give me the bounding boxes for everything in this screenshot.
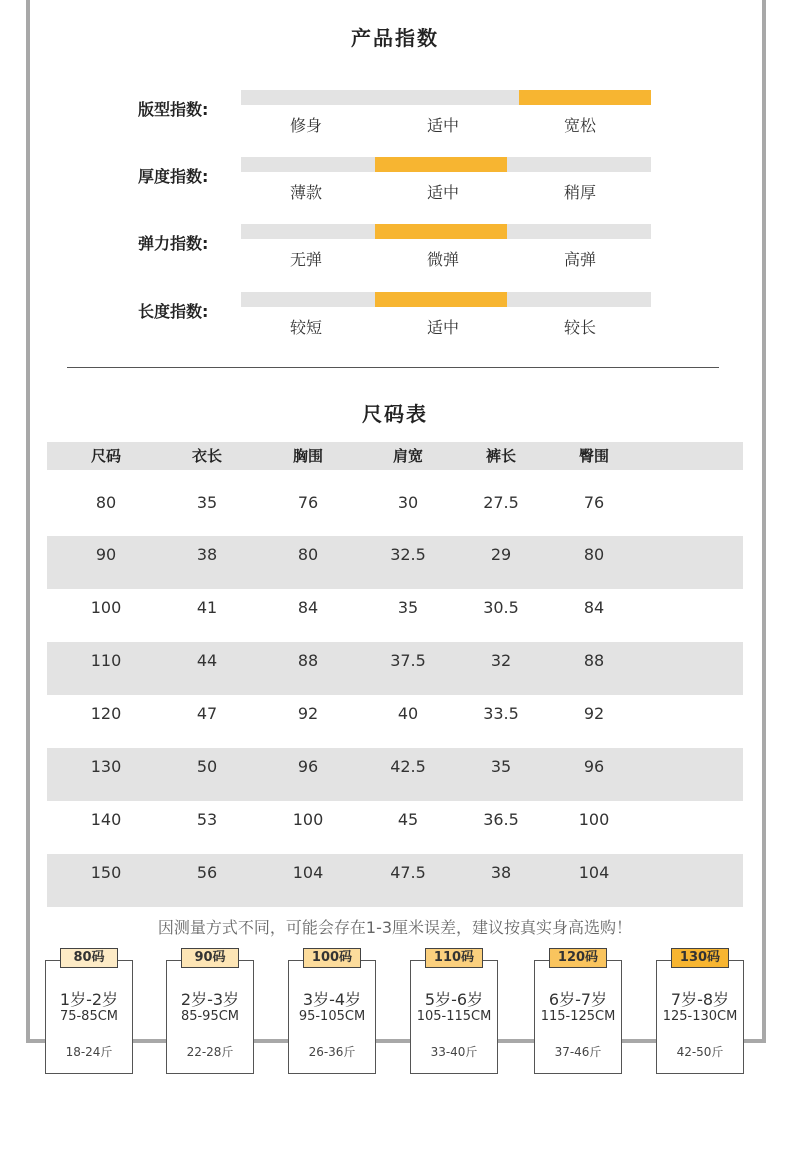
table-cell: 33.5 [483, 704, 519, 723]
size-card [534, 960, 622, 1074]
table-cell: 76 [583, 493, 605, 512]
table-cell: 104 [578, 863, 610, 882]
table-cell: 92 [583, 704, 605, 723]
table-cell: 35 [196, 493, 218, 512]
table-cell: 96 [297, 757, 319, 776]
index-active-segment [519, 90, 651, 105]
table-cell: 100 [90, 598, 122, 617]
card-age: 2岁-3岁 [180, 990, 240, 1009]
size-tag: 90码 [181, 948, 239, 968]
index-option: 适中 [426, 318, 459, 337]
table-header-row [47, 442, 743, 470]
table-cell: 40 [397, 704, 419, 723]
index-option: 薄款 [289, 183, 322, 202]
index-option: 适中 [426, 183, 459, 202]
size-card [166, 960, 254, 1074]
table-row [47, 589, 743, 642]
table-cell: 47.5 [390, 863, 426, 882]
card-weight: 37-46斤 [554, 1045, 602, 1059]
index-option: 较短 [289, 318, 322, 337]
size-tag: 130码 [671, 948, 729, 968]
index-option: 修身 [289, 116, 322, 135]
size-tag: 80码 [60, 948, 118, 968]
index-track [241, 224, 651, 239]
table-header-cell: 肩宽 [392, 447, 423, 465]
table-header-cell: 胸围 [292, 447, 323, 465]
size-card [45, 960, 133, 1074]
card-height: 115-125CM [540, 1009, 616, 1024]
table-cell: 88 [583, 651, 605, 670]
table-cell: 37.5 [390, 651, 426, 670]
index-active-segment [375, 224, 507, 239]
index-option: 较长 [563, 318, 596, 337]
table-cell: 45 [397, 810, 419, 829]
table-cell: 120 [90, 704, 122, 723]
table-cell: 53 [196, 810, 218, 829]
table-cell: 38 [196, 545, 218, 564]
table-header-cell: 裤长 [485, 447, 516, 465]
table-row [47, 642, 743, 695]
table-cell: 30 [397, 493, 419, 512]
table-cell: 84 [583, 598, 605, 617]
table-cell: 92 [297, 704, 319, 723]
table-cell: 32.5 [390, 545, 426, 564]
index-option: 适中 [426, 116, 459, 135]
table-cell: 47 [196, 704, 218, 723]
index-track [241, 90, 651, 105]
table-cell: 150 [90, 863, 122, 882]
table-cell: 35 [490, 757, 512, 776]
table-row [47, 801, 743, 854]
table-cell: 84 [297, 598, 319, 617]
card-height: 105-115CM [416, 1009, 492, 1024]
card-age: 5岁-6岁 [424, 990, 484, 1009]
table-cell: 56 [196, 863, 218, 882]
card-height: 95-105CM [298, 1009, 366, 1024]
table-cell: 80 [583, 545, 605, 564]
card-age: 7岁-8岁 [670, 990, 730, 1009]
size-card [410, 960, 498, 1074]
table-row [47, 695, 743, 748]
card-weight: 18-24斤 [65, 1045, 113, 1059]
index-label: 厚度指数: [138, 167, 209, 186]
table-cell: 32 [490, 651, 512, 670]
table-header-cell: 尺码 [90, 447, 121, 465]
size-tag: 110码 [425, 948, 483, 968]
card-height: 75-85CM [59, 1009, 119, 1024]
table-cell: 100 [578, 810, 610, 829]
index-label: 弹力指数: [138, 234, 209, 253]
card-age: 6岁-7岁 [548, 990, 608, 1009]
index-option: 高弹 [563, 250, 596, 269]
card-weight: 42-50斤 [676, 1045, 724, 1059]
table-cell: 140 [90, 810, 122, 829]
size-tag: 120码 [549, 948, 607, 968]
index-option: 稍厚 [563, 183, 596, 202]
table-cell: 96 [583, 757, 605, 776]
index-label: 长度指数: [138, 302, 209, 321]
card-weight: 33-40斤 [430, 1045, 478, 1059]
table-cell: 29 [490, 545, 512, 564]
size-card [288, 960, 376, 1074]
table-cell: 88 [297, 651, 319, 670]
table-cell: 42.5 [390, 757, 426, 776]
size-tag: 100码 [303, 948, 361, 968]
product-index-title: 产品指数 [351, 26, 439, 50]
table-cell: 90 [95, 545, 117, 564]
table-cell: 44 [196, 651, 218, 670]
table-cell: 36.5 [483, 810, 519, 829]
table-cell: 110 [90, 651, 122, 670]
table-cell: 30.5 [483, 598, 519, 617]
card-height: 125-130CM [662, 1009, 738, 1024]
card-age: 1岁-2岁 [59, 990, 119, 1009]
index-option: 微弹 [426, 250, 459, 269]
card-weight: 22-28斤 [186, 1045, 234, 1059]
card-height: 85-95CM [180, 1009, 240, 1024]
index-track [241, 292, 651, 307]
section-divider [67, 367, 719, 368]
table-row [47, 484, 743, 536]
index-option: 宽松 [563, 116, 596, 135]
table-cell: 104 [292, 863, 324, 882]
size-table-title: 尺码表 [362, 402, 428, 426]
index-track [241, 157, 651, 172]
table-cell: 80 [95, 493, 117, 512]
table-header-cell: 臀围 [578, 447, 609, 465]
measurement-note: 因测量方式不同，可能会存在1-3厘米误差，建议按真实身高选购！ [157, 918, 633, 937]
table-cell: 130 [90, 757, 122, 776]
table-header-cell: 衣长 [191, 447, 222, 465]
table-cell: 27.5 [483, 493, 519, 512]
table-cell: 100 [292, 810, 324, 829]
index-active-segment [375, 157, 507, 172]
table-cell: 76 [297, 493, 319, 512]
table-cell: 50 [196, 757, 218, 776]
index-label: 版型指数: [138, 100, 209, 119]
table-cell: 35 [397, 598, 419, 617]
size-card [656, 960, 744, 1074]
index-option: 无弹 [289, 250, 322, 269]
table-row [47, 748, 743, 801]
index-active-segment [375, 292, 507, 307]
card-weight: 26-36斤 [308, 1045, 356, 1059]
table-cell: 80 [297, 545, 319, 564]
table-row [47, 536, 743, 589]
table-cell: 38 [490, 863, 512, 882]
size-table [47, 442, 743, 907]
table-row [47, 854, 743, 907]
table-cell: 41 [196, 598, 218, 617]
card-age: 3岁-4岁 [302, 990, 362, 1009]
